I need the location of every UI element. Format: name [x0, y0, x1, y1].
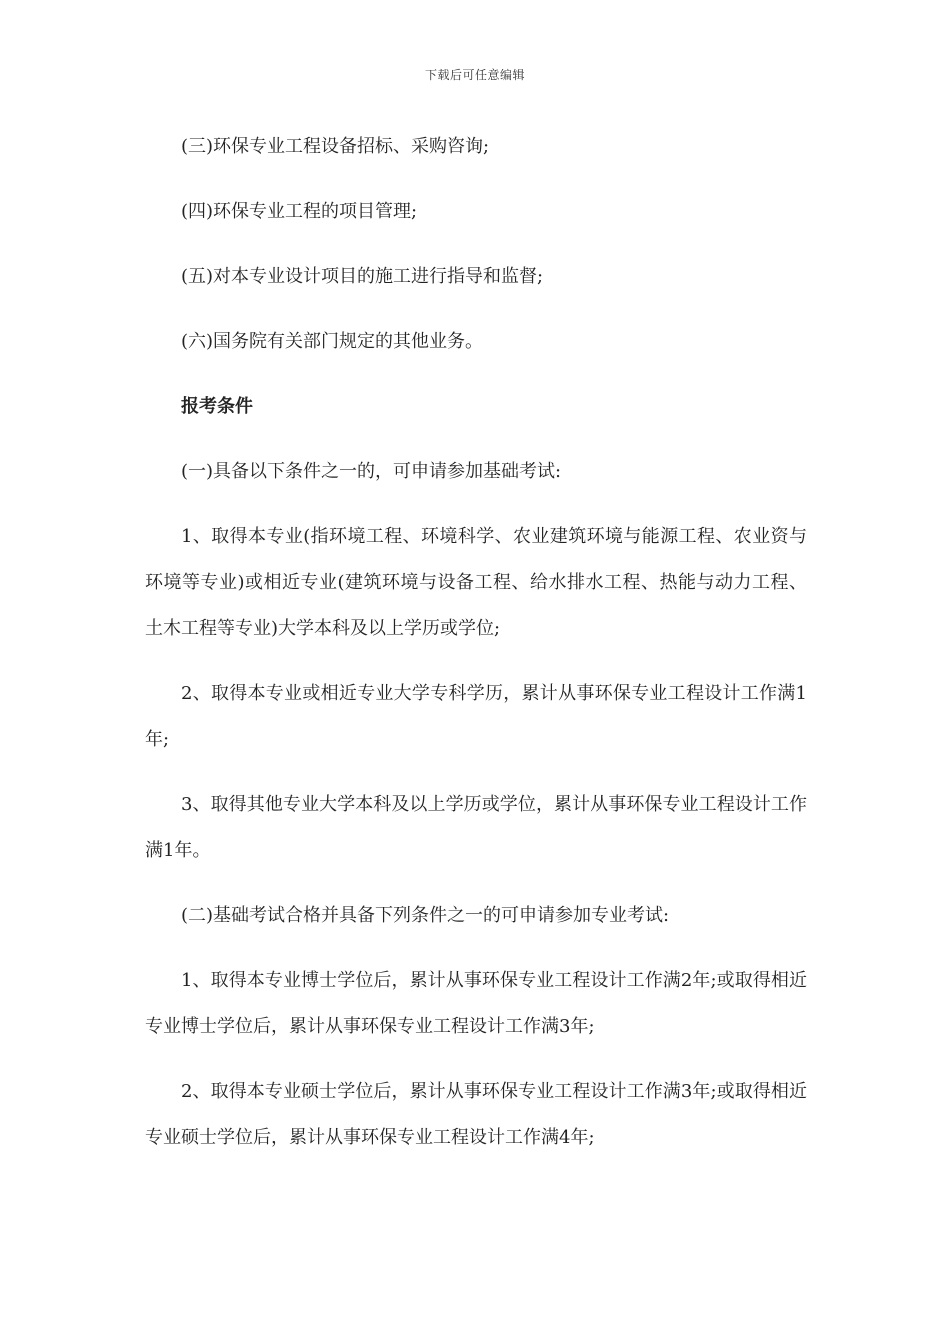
condition-two-item-2: 2、取得本专业硕士学位后，累计从事环保专业工程设计工作满3年;或取得相近专业硕士学位后，累计从事环保专业工程设计工作满4年;	[145, 1081, 807, 1148]
item-three: (三)环保专业工程设备招标、采购咨询;	[181, 136, 490, 157]
document-body	[145, 124, 807, 1180]
condition-two-intro: (二)基础考试合格并具备下列条件之一的可申请参加专业考试:	[181, 905, 670, 926]
condition-one-intro: (一)具备以下条件之一的，可申请参加基础考试:	[181, 461, 562, 482]
page-header: 下载后可任意编辑	[424, 68, 525, 82]
condition-one-item-3: 3、取得其他专业大学本科及以上学历或学位，累计从事环保专业工程设计工作满1年。	[145, 794, 807, 861]
condition-one-item-2: 2、取得本专业或相近专业大学专科学历，累计从事环保专业工程设计工作满1年;	[145, 683, 807, 750]
section-heading: 报考条件	[181, 396, 253, 417]
item-four: (四)环保专业工程的项目管理;	[181, 201, 418, 222]
condition-one-item-1: 1、取得本专业(指环境工程、环境科学、农业建筑环境与能源工程、农业资与环境等专业)或相近专业(建筑环境与设备工程、给水排水工程、热能与动力工程、土木工程等专业)大学本科及以上学历或学位;	[145, 526, 807, 639]
condition-two-item-1: 1、取得本专业博士学位后，累计从事环保专业工程设计工作满2年;或取得相近专业博士学位后，累计从事环保专业工程设计工作满3年;	[145, 970, 807, 1037]
item-six: (六)国务院有关部门规定的其他业务。	[181, 331, 484, 352]
item-five: (五)对本专业设计项目的施工进行指导和监督;	[181, 266, 544, 287]
